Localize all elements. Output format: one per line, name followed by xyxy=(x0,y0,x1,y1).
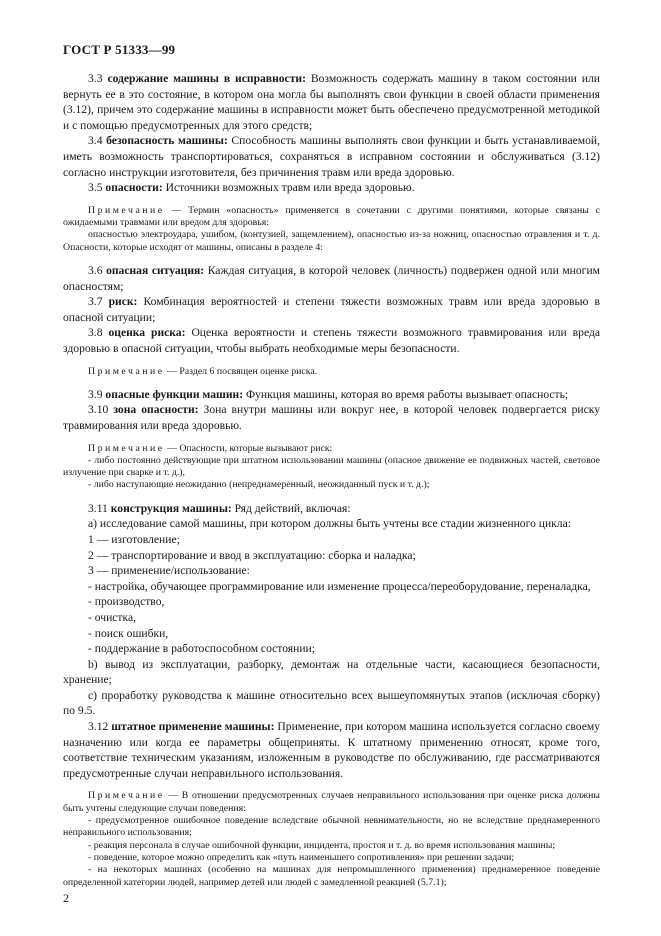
list-item: b) вывод из эксплуатации, разборку, демонтаж на отдельные части, касающиеся безопасности, хранение; xyxy=(63,657,600,687)
note-1: Примечание — Термин «опасность» применяется в сочетании с другими понятиями, которые связаны с ожидаемыми травмами или вредом для здоровья: опасностью электроудара, ушибом, (контузией, защемлением), опасностью из-за ножниц, опасностью отравления и т. д. Опасности, которые исходят от машины, описаны в разделе 4: xyxy=(63,204,600,253)
list-item: 2 — транспортирование и ввод в эксплуатацию: сборка и наладка; xyxy=(88,548,416,562)
clause-3-10: 3.10 зона опасности: Зона внутри машины или вокруг нее, в которой человек подвергается риску травмирования или вреда здоровью. xyxy=(63,403,600,432)
list-item: - производство, xyxy=(88,595,165,609)
list-item: - поддержание в работоспособном состоянии; xyxy=(88,642,315,656)
page-number: 2 xyxy=(63,891,69,905)
list-item: - настройка, обучающее программирование или изменение процесса/переоборудование, переналадка, xyxy=(88,579,591,593)
clause-3-5: 3.5 опасности: Источники возможных травм или вреда здоровью. xyxy=(88,181,415,195)
standard-header: ГОСТ Р 51333—99 xyxy=(63,42,176,57)
clause-3-6: 3.6 опасная ситуация: Каждая ситуация, в которой человек (личность) подвержен одной или многим опасностям; xyxy=(63,263,600,293)
clause-3-8: 3.8 оценка риска: Оценка вероятности и степень тяжести возможного травмирования или вреда здоровью в опасной ситуации, чтобы выбрать необходимые меры безопасности. xyxy=(63,326,600,355)
note-4: Примечание — В отношении предусмотренных случаев неправильного использования при оценке риска должны быть учтены следующие случаи поведения: - предусмотренное ошибочное поведение вследствие обычной невнимательности, но не вследствие преднамеренного неправильного использования; - реакция персонала в случае ошибочной функции, инцидента, простоя и т. д. во время использования машины; - поведение, которое можно определить как «путь наименьшего сопротивления» при решении задачи; - на некоторых машинах (особенно на машинах для непромышленного применения) преднамеренное поведение определенной категории людей, например детей или людей с замедленной реакцией (5.7.1); xyxy=(63,790,600,888)
clause-3-3: 3.3 содержание машины в исправности: Возможность содержать машину в таком состоянии или вернуть ее в это состояние, в котором она могла бы выполнять свои функции в своей области применения (3.12), причем это содержание машины в исправности может быть обеспечено предусмотренной методикой и с помощью предусмотренных для этого средств; xyxy=(63,72,600,132)
clause-3-4: 3.4 безопасность машины: Способность машины выполнять свои функции и быть устанавливаемой, иметь возможность транспортироваться, сохраняться в исправном состоянии и обслуживаться (3.12) согласно инструкции изготовителя, без причинения травм или вреда здоровью. xyxy=(63,134,600,179)
list-item: с) проработку руководства к машине относительно всех вышеупомянутых этапов (исключая сборку) по 9.5. xyxy=(63,688,600,718)
note-2: Примечание — Раздел 6 посвящен оценке риска. xyxy=(88,365,318,377)
clause-3-11: 3.11 конструкция машины: Ряд действий, включая: xyxy=(88,501,351,515)
clause-3-9: 3.9 опасные функции машин: Функция машины, которая во время работы вызывает опасность; xyxy=(88,387,569,401)
note-3: Примечание — Опасности, которые вызывают риск: - либо постоянно действующие при штатном использовании машины (опасное движение ее подвижных частей, световое излучение при сварке и т. д.), - либо наступающие неожиданно (непреднамеренный, неожиданный пуск и т. д.); xyxy=(63,442,600,491)
clause-3-7: 3.7 риск: Комбинация вероятностей и степени тяжести возможных травм или вреда здоровью в опасной ситуации; xyxy=(63,295,600,324)
list-item: - очистка, xyxy=(88,610,137,624)
list-item: - поиск ошибки, xyxy=(88,626,169,640)
page-content xyxy=(63,71,600,889)
list-item: 1 — изготовление; xyxy=(88,532,180,546)
clause-3-12: 3.12 штатное применение машины: Применение, при котором машина используется согласно своему назначению или когда ее параметры общеприняты. К штатному применению относят, кроме того, соответствие техническим указаниям, изложенным в руководстве по обслуживанию, где рассматриваются предусмотренные случаи неправильного использования. xyxy=(63,720,600,780)
list-item: а) исследование самой машины, при котором должны быть учтены все стадии жизненного цикла: xyxy=(88,517,571,531)
list-item: 3 — применение/использование: xyxy=(88,564,250,578)
